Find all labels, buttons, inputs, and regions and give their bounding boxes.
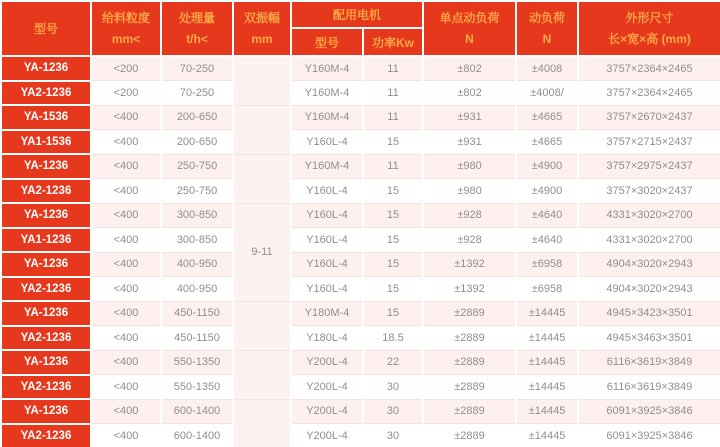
cell-dimensions: 3757×2670×2437 (578, 105, 720, 130)
table-row (1, 56, 720, 81)
cell-model: YA2-1236 (1, 375, 91, 400)
table-row (1, 252, 720, 277)
cell-model: YA-1236 (1, 350, 91, 375)
cell-model: YA-1236 (1, 154, 91, 179)
table-row (1, 424, 720, 447)
cell-capacity: 600-1400 (161, 424, 233, 447)
cell-capacity: 300-850 (161, 203, 233, 228)
cell-feed-size: <400 (91, 105, 161, 130)
cell-single-load: ±931 (423, 105, 516, 130)
cell-feed-size: <400 (91, 399, 161, 424)
cell-feed-size: <400 (91, 154, 161, 179)
header-label: 单点动负荷 (439, 11, 500, 25)
cell-single-load: ±2889 (423, 301, 516, 326)
cell-dimensions: 6091×3925×3846 (578, 399, 720, 424)
table-row (1, 179, 720, 204)
cell-capacity: 400-950 (161, 277, 233, 302)
cell-model: YA-1236 (1, 203, 91, 228)
cell-dynamic-load: ±14445 (516, 399, 578, 424)
header-unit: N (542, 32, 552, 46)
cell-single-load: ±1392 (423, 252, 516, 277)
cell-capacity: 550-1350 (161, 375, 233, 400)
col-header-dimensions (578, 1, 720, 56)
cell-dynamic-load: ±4900 (516, 179, 578, 204)
cell-amplitude: 9-11 (233, 203, 291, 301)
table-row (1, 81, 720, 106)
cell-capacity: 70-250 (161, 81, 233, 106)
header-unit: mm (251, 32, 273, 46)
header-label: 配用电机 (333, 8, 382, 22)
cell-dimensions: 3757×3020×2437 (578, 179, 720, 204)
cell-motor-power: 30 (363, 399, 423, 424)
cell-motor-power: 15 (363, 228, 423, 253)
cell-model: YA-1236 (1, 252, 91, 277)
cell-dimensions: 4331×3020×2700 (578, 203, 720, 228)
cell-single-load: ±2889 (423, 424, 516, 447)
cell-dimensions: 4904×3020×2943 (578, 277, 720, 302)
cell-capacity: 600-1400 (161, 399, 233, 424)
cell-single-load: ±1392 (423, 277, 516, 302)
table-row (1, 301, 720, 326)
cell-amplitude (233, 301, 291, 350)
header-label: 外形尺寸 (625, 11, 674, 25)
cell-feed-size: <400 (91, 228, 161, 253)
header-unit: mm< (111, 32, 141, 46)
cell-dynamic-load: ±14445 (516, 350, 578, 375)
cell-motor-model: Y160L-4 (291, 277, 363, 302)
cell-amplitude (233, 350, 291, 399)
cell-single-load: ±802 (423, 81, 516, 106)
header-unit: N (465, 32, 474, 46)
cell-motor-power: 15 (363, 301, 423, 326)
cell-motor-model: Y160L-4 (291, 252, 363, 277)
cell-dynamic-load: ±4900 (516, 154, 578, 179)
cell-dynamic-load: ±14445 (516, 301, 578, 326)
table-row (1, 326, 720, 351)
table-row (1, 375, 720, 400)
cell-motor-model: Y160L-4 (291, 130, 363, 155)
header-label: 动负荷 (529, 11, 566, 25)
table-row (1, 277, 720, 302)
cell-single-load: ±928 (423, 203, 516, 228)
cell-capacity: 200-650 (161, 105, 233, 130)
cell-feed-size: <400 (91, 130, 161, 155)
cell-amplitude (233, 105, 291, 154)
cell-feed-size: <400 (91, 350, 161, 375)
col-header-model (1, 1, 91, 56)
cell-single-load: ±2889 (423, 350, 516, 375)
cell-motor-model: Y160L-4 (291, 228, 363, 253)
cell-dimensions: 3757×2364×2465 (578, 56, 720, 81)
cell-dimensions: 3757×2975×2437 (578, 154, 720, 179)
cell-model: YA1-1236 (1, 228, 91, 253)
cell-amplitude (233, 154, 291, 203)
cell-motor-model: Y160L-4 (291, 203, 363, 228)
cell-dynamic-load: ±14445 (516, 326, 578, 351)
table-row (1, 399, 720, 424)
header-unit: t/h< (186, 32, 208, 46)
cell-motor-model: Y160M-4 (291, 154, 363, 179)
cell-dimensions: 4331×3020×2700 (578, 228, 720, 253)
table-row (1, 203, 720, 228)
cell-single-load: ±980 (423, 179, 516, 204)
cell-dimensions: 4945×3423×3501 (578, 301, 720, 326)
cell-capacity: 550-1350 (161, 350, 233, 375)
header-label: 功率Kw (372, 35, 415, 50)
col-header-amplitude (233, 1, 291, 56)
cell-motor-model: Y160L-4 (291, 179, 363, 204)
cell-dynamic-load: ±4008/ (516, 81, 578, 106)
cell-model: YA1-1536 (1, 130, 91, 155)
table-header (1, 1, 720, 56)
cell-model: YA2-1236 (1, 424, 91, 447)
cell-model: YA-1536 (1, 105, 91, 130)
cell-model: YA2-1236 (1, 179, 91, 204)
col-header-feed-size (91, 1, 161, 56)
cell-dimensions: 4945×3463×3501 (578, 326, 720, 351)
cell-single-load: ±2889 (423, 326, 516, 351)
cell-amplitude (233, 399, 291, 447)
col-header-capacity (161, 1, 233, 56)
cell-single-load: ±931 (423, 130, 516, 155)
cell-motor-power: 15 (363, 203, 423, 228)
cell-capacity: 300-850 (161, 228, 233, 253)
cell-capacity: 70-250 (161, 56, 233, 81)
cell-motor-model: Y200L-4 (291, 350, 363, 375)
cell-dimensions: 3757×2364×2465 (578, 81, 720, 106)
cell-motor-power: 11 (363, 56, 423, 81)
cell-capacity: 250-750 (161, 179, 233, 204)
col-header-dynamic-load (516, 1, 578, 56)
cell-dimensions: 3757×2715×2437 (578, 130, 720, 155)
cell-motor-model: Y160M-4 (291, 81, 363, 106)
cell-dynamic-load: ±6958 (516, 277, 578, 302)
cell-dynamic-load: ±4640 (516, 203, 578, 228)
cell-dynamic-load: ±4640 (516, 228, 578, 253)
cell-motor-power: 22 (363, 350, 423, 375)
header-label: 双振幅 (243, 11, 280, 25)
cell-capacity: 450-1150 (161, 326, 233, 351)
cell-model: YA-1236 (1, 399, 91, 424)
cell-dynamic-load: ±14445 (516, 375, 578, 400)
col-header-single-load (423, 1, 516, 56)
cell-capacity: 450-1150 (161, 301, 233, 326)
cell-motor-model: Y180L-4 (291, 326, 363, 351)
cell-motor-power: 30 (363, 424, 423, 447)
header-label: 型号 (33, 21, 58, 36)
cell-motor-power: 15 (363, 130, 423, 155)
cell-motor-model: Y180M-4 (291, 301, 363, 326)
header-label: 给料粒度 (101, 11, 150, 25)
table-row (1, 154, 720, 179)
cell-dynamic-load: ±6958 (516, 252, 578, 277)
cell-motor-power: 11 (363, 154, 423, 179)
table-row (1, 228, 720, 253)
table-row (1, 105, 720, 130)
cell-motor-power: 11 (363, 105, 423, 130)
cell-amplitude (233, 56, 291, 105)
cell-motor-model: Y160M-4 (291, 56, 363, 81)
cell-model: YA2-1236 (1, 326, 91, 351)
cell-feed-size: <200 (91, 81, 161, 106)
cell-motor-power: 15 (363, 252, 423, 277)
cell-dynamic-load: ±4008 (516, 56, 578, 81)
cell-dynamic-load: ±14445 (516, 424, 578, 447)
cell-feed-size: <400 (91, 424, 161, 447)
cell-single-load: ±2889 (423, 399, 516, 424)
cell-model: YA-1236 (1, 301, 91, 326)
cell-motor-power: 15 (363, 179, 423, 204)
cell-single-load: ±928 (423, 228, 516, 253)
cell-capacity: 400-950 (161, 252, 233, 277)
header-label: 型号 (314, 35, 339, 50)
cell-feed-size: <400 (91, 179, 161, 204)
cell-capacity: 250-750 (161, 154, 233, 179)
cell-motor-power: 18.5 (363, 326, 423, 351)
cell-motor-power: 30 (363, 375, 423, 400)
cell-single-load: ±802 (423, 56, 516, 81)
cell-motor-power: 15 (363, 277, 423, 302)
cell-motor-model: Y200L-4 (291, 399, 363, 424)
col-header-motor-group (291, 1, 423, 28)
cell-motor-model: Y200L-4 (291, 375, 363, 400)
cell-motor-power: 11 (363, 81, 423, 106)
cell-dimensions: 6116×3619×3849 (578, 350, 720, 375)
col-header-motor-model (291, 28, 363, 56)
cell-model: YA2-1236 (1, 277, 91, 302)
col-header-motor-power (363, 28, 423, 56)
cell-single-load: ±2889 (423, 375, 516, 400)
cell-feed-size: <400 (91, 252, 161, 277)
cell-feed-size: <400 (91, 326, 161, 351)
cell-single-load: ±980 (423, 154, 516, 179)
cell-feed-size: <400 (91, 203, 161, 228)
cell-model: YA2-1236 (1, 81, 91, 106)
cell-motor-model: Y200L-4 (291, 424, 363, 447)
cell-dimensions: 6116×3619×3849 (578, 375, 720, 400)
header-unit: 长×宽×高 (mm) (608, 32, 691, 46)
table-row (1, 130, 720, 155)
header-label: 处理量 (178, 11, 215, 25)
cell-feed-size: <400 (91, 301, 161, 326)
cell-capacity: 200-650 (161, 130, 233, 155)
cell-dimensions: 6091×3925×3846 (578, 424, 720, 447)
cell-dynamic-load: ±4665 (516, 105, 578, 130)
cell-model: YA-1236 (1, 56, 91, 81)
cell-feed-size: <400 (91, 375, 161, 400)
cell-feed-size: <200 (91, 56, 161, 81)
cell-feed-size: <400 (91, 277, 161, 302)
cell-motor-model: Y160M-4 (291, 105, 363, 130)
table-body (1, 56, 720, 447)
cell-dynamic-load: ±4665 (516, 130, 578, 155)
table-row (1, 350, 720, 375)
cell-dimensions: 4904×3020×2943 (578, 252, 720, 277)
